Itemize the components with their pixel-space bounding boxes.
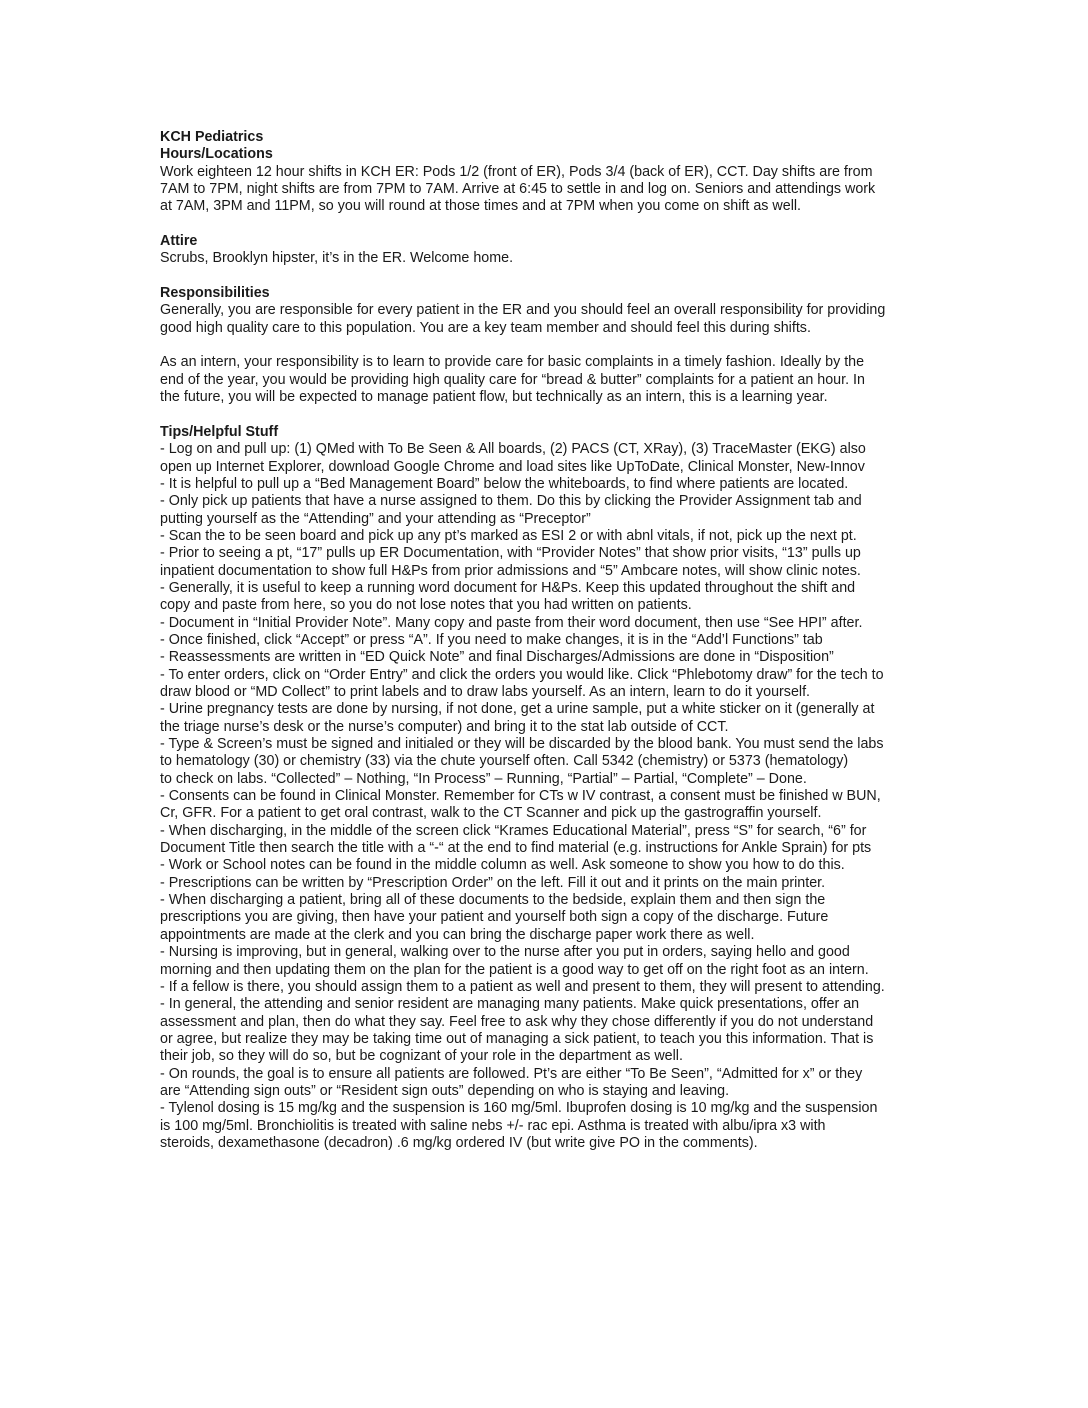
text-line: Work eighteen 12 hour shifts in KCH ER: Pods 1/2 (front of ER), Pods 3/4 (back of ER), CCT. Day shifts are from bbox=[160, 163, 873, 180]
text-line: - Urine pregnancy tests are done by nursing, if not done, get a urine sample, put a white sticker on it (generally at bbox=[160, 701, 875, 718]
text-line: 7AM to 7PM, night shifts are from 7PM to 7AM. Arrive at 6:45 to settle in and log on. Seniors and attendings work bbox=[160, 181, 876, 198]
text-line: the triage nurse’s desk or the nurse’s computer) and bring it to the stat lab outside of CCT. bbox=[160, 718, 729, 735]
text-line: end of the year, you would be providing high quality care for “bread & butter” complaints for a patient an hour. In bbox=[160, 371, 865, 388]
text-line: to check on labs. “Collected” – Nothing, “In Process” – Running, “Partial” – Partial, “Complete” – Done. bbox=[160, 770, 807, 787]
text-line: is 100 mg/5ml. Bronchiolitis is treated with saline nebs +/- rac epi. Asthma is treated with albu/ipra x3 with bbox=[160, 1117, 826, 1134]
text-line: their job, so they will do so, but be cognizant of your role in the department as well. bbox=[160, 1048, 683, 1065]
text-line: Scrubs, Brooklyn hipster, it’s in the ER. Welcome home. bbox=[160, 250, 514, 267]
text-line: - It is helpful to pull up a “Bed Management Board” below the whiteboards, to find where patients are located. bbox=[160, 475, 849, 492]
text-line: - Generally, it is useful to keep a running word document for H&Ps. Keep this updated throughout the shift and bbox=[160, 579, 856, 596]
text-line: - Nursing is improving, but in general, walking over to the nurse after you put in orders, saying hello and good bbox=[160, 944, 850, 961]
text-line: - Prescriptions can be written by “Prescription Order” on the left. Fill it out and it prints on the main printer. bbox=[160, 874, 826, 891]
text-line: copy and paste from here, so you do not lose notes that you had written on patients. bbox=[160, 597, 692, 614]
text-line: or agree, but realize they may be taking time out of managing a sick patient, to teach you this information. That is bbox=[160, 1030, 874, 1047]
section-spacer bbox=[160, 216, 950, 233]
text-line: - Reassessments are written in “ED Quick Note” and final Discharges/Admissions are done in “Disposition” bbox=[160, 649, 834, 666]
text-line: open up Internet Explorer, download Google Chrome and load sites like UpToDate, Clinical Monster, New-Innov bbox=[160, 458, 865, 475]
document-body bbox=[160, 146, 950, 1152]
paragraph-spacer bbox=[160, 337, 950, 354]
section-spacer bbox=[160, 407, 950, 424]
text-line: - In general, the attending and senior resident are managing many patients. Make quick presentations, offer an bbox=[160, 996, 860, 1013]
text-line: - Scan the to be seen board and pick up any pt’s marked as ESI 2 or with abnl vitals, if not, pick up the next pt. bbox=[160, 527, 857, 544]
text-line: - Once finished, click “Accept” or press “A”. If you need to make changes, it is in the “Add’l Functions” tab bbox=[160, 631, 823, 648]
document-title: KCH Pediatrics bbox=[160, 129, 264, 145]
text-line: at 7AM, 3PM and 11PM, so you will round at those times and at 7PM when you come on shift as well. bbox=[160, 198, 802, 215]
text-line: - If a fellow is there, you should assign them to a patient as well and present to them, they will present to attending. bbox=[160, 978, 885, 995]
text-line: putting yourself as the “Attending” and your attending as “Preceptor” bbox=[160, 510, 591, 527]
text-line: prescriptions you are giving, then have your patient and yourself both sign a copy of the discharge. Future bbox=[160, 909, 829, 926]
text-line: - Consents can be found in Clinical Monster. Remember for CTs w IV contrast, a consent must be finished w BUN, bbox=[160, 788, 881, 805]
section-heading: Hours/Locations bbox=[160, 146, 273, 163]
text-line: - Work or School notes can be found in the middle column as well. Ask someone to show you how to do this. bbox=[160, 857, 845, 874]
text-line: inpatient documentation to show full H&Ps from prior admissions and “5” Ambcare notes, will show clinic notes. bbox=[160, 562, 861, 579]
section-spacer bbox=[160, 268, 950, 285]
section-heading: Attire bbox=[160, 233, 198, 250]
text-line: to hematology (30) or chemistry (33) via the chute yourself often. Call 5342 (chemistry) or 5373 (hematology) bbox=[160, 753, 849, 770]
text-line: - Document in “Initial Provider Note”. Many copy and paste from their word document, then use “See HPI” after. bbox=[160, 614, 863, 631]
text-line: appointments are made at the clerk and you can bring the discharge paper work there as well. bbox=[160, 926, 755, 943]
document-page bbox=[160, 129, 950, 1152]
text-line: steroids, dexamethasone (decadron) .6 mg/kg ordered IV (but write give PO in the comments). bbox=[160, 1134, 758, 1151]
text-line: good high quality care to this population. You are a key team member and should feel this during shifts. bbox=[160, 319, 811, 336]
text-line: morning and then updating them on the plan for the patient is a good way to get off on the right foot as an intern. bbox=[160, 961, 869, 978]
text-line: assessment and plan, then do what they say. Feel free to ask why they chose differently if you do not understand bbox=[160, 1013, 874, 1030]
section-heading: Responsibilities bbox=[160, 285, 270, 302]
text-line: the future, you will be expected to manage patient flow, but technically as an intern, this is a learning year. bbox=[160, 389, 828, 406]
text-line: - Prior to seeing a pt, “17” pulls up ER Documentation, with “Provider Notes” that show prior visits, “13” pulls up bbox=[160, 545, 861, 562]
text-line: - When discharging, in the middle of the screen click “Krames Educational Material”, press “S” for search, “6” for bbox=[160, 822, 867, 839]
text-line: Document Title then search the title with a “-“ at the end to find material (e.g. instructions for Ankle Sprain) for pts bbox=[160, 840, 872, 857]
text-line: - Log on and pull up: (1) QMed with To Be Seen & All boards, (2) PACS (CT, XRay), (3) TraceMaster (EKG) also bbox=[160, 441, 866, 458]
text-line: - Only pick up patients that have a nurse assigned to them. Do this by clicking the Provider Assignment tab and bbox=[160, 493, 862, 510]
text-line: - On rounds, the goal is to ensure all patients are followed. Pt’s are either “To Be Seen”, “Admitted for x” or they bbox=[160, 1065, 863, 1082]
text-line: - To enter orders, click on “Order Entry” and click the orders you would like. Click “Phlebotomy draw” for the tech to bbox=[160, 666, 884, 683]
text-line: - When discharging a patient, bring all of these documents to the bedside, explain them and then sign the bbox=[160, 892, 826, 909]
text-line: are “Attending sign outs” or “Resident sign outs” depending on who is staying and leaving. bbox=[160, 1082, 730, 1099]
text-line: - Tylenol dosing is 15 mg/kg and the suspension is 160 mg/5ml. Ibuprofen dosing is 10 mg/kg and the suspension bbox=[160, 1100, 878, 1117]
text-line: As an intern, your responsibility is to learn to provide care for basic complaints in a timely fashion. Ideally by the bbox=[160, 354, 865, 371]
text-line: Cr, GFR. For a patient to get oral contrast, walk to the CT Scanner and pick up the gastrograffin yourself. bbox=[160, 805, 822, 822]
text-line: - Type & Screen’s must be signed and initialed or they will be discarded by the blood bank. You must send the labs bbox=[160, 736, 884, 753]
text-line: Generally, you are responsible for every patient in the ER and you should feel an overall responsibility for providing bbox=[160, 302, 886, 319]
text-line: draw blood or “MD Collect” to print labels and to draw labs yourself. As an intern, learn to do it yourself. bbox=[160, 684, 811, 700]
section-heading: Tips/Helpful Stuff bbox=[160, 423, 279, 440]
